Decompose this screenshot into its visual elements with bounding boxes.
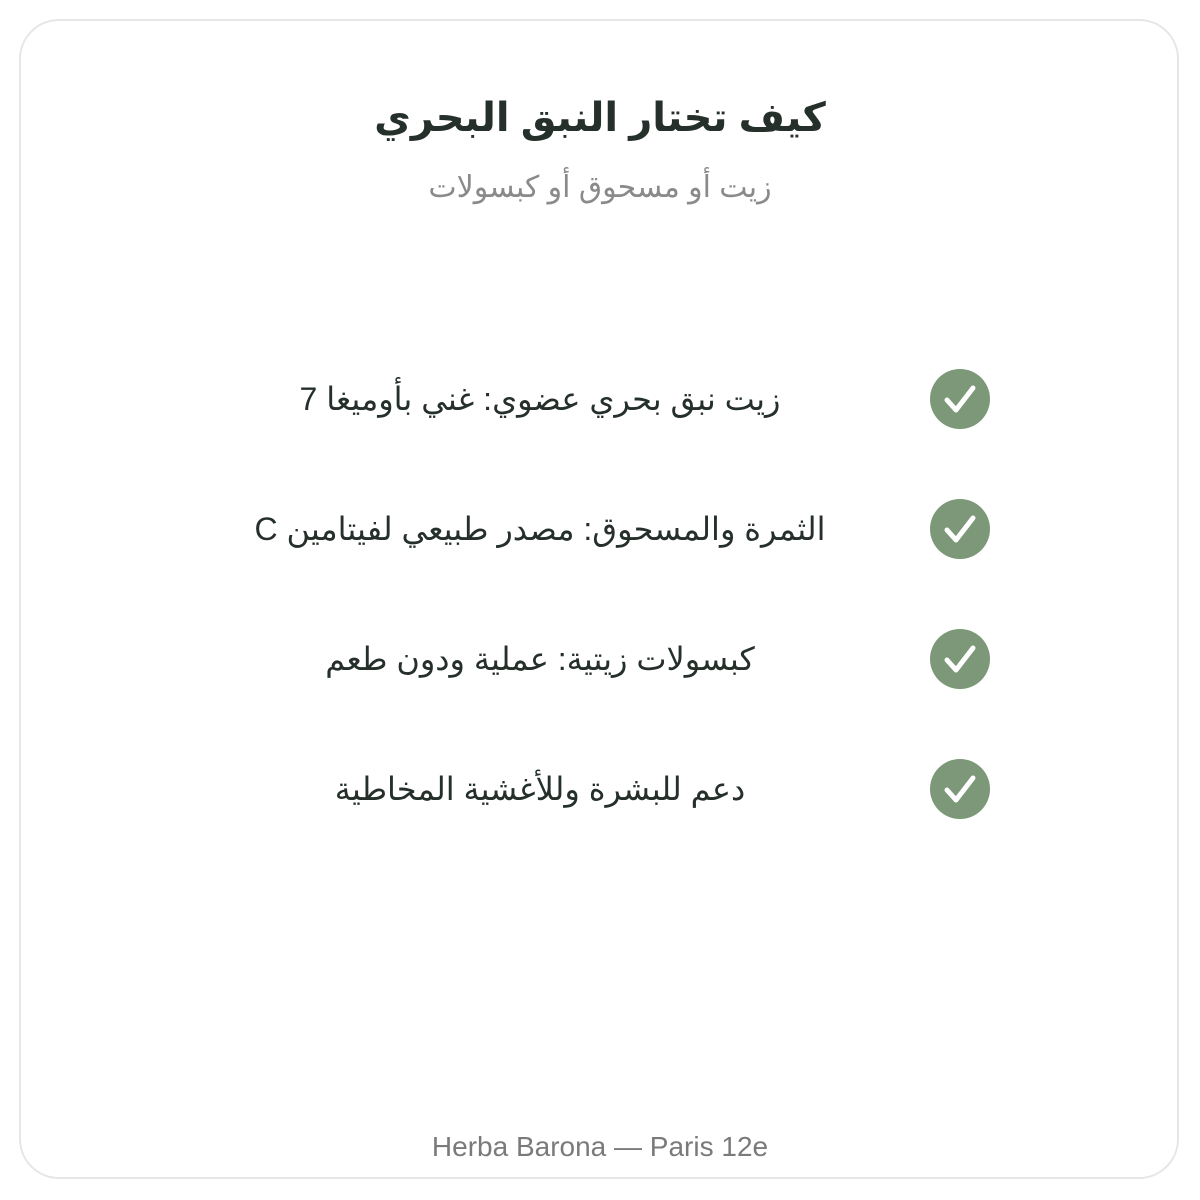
check-circle-icon: [929, 368, 991, 430]
list-item-label: الثمرة والمسحوق: مصدر طبيعي لفيتامين C: [254, 511, 826, 547]
list-item: [0, 368, 1200, 430]
list-item-label: كبسولات زيتية: عملية ودون طعم: [325, 641, 755, 677]
footer-brand: Herba Barona — Paris 12e: [431, 1131, 769, 1162]
page-subtitle: زيت أو مسحوق أو كبسولات: [428, 171, 772, 204]
list-item: [0, 758, 1200, 820]
page-title: كيف تختار النبق البحري: [374, 96, 826, 140]
list-item: [0, 628, 1200, 690]
check-circle-icon: [929, 498, 991, 560]
list-item: [0, 498, 1200, 560]
check-circle-icon: [929, 628, 991, 690]
list-item-label: زيت نبق بحري عضوي: غني بأوميغا 7: [299, 381, 781, 417]
check-circle-icon: [929, 758, 991, 820]
list-item-label: دعم للبشرة وللأغشية المخاطية: [334, 771, 746, 807]
